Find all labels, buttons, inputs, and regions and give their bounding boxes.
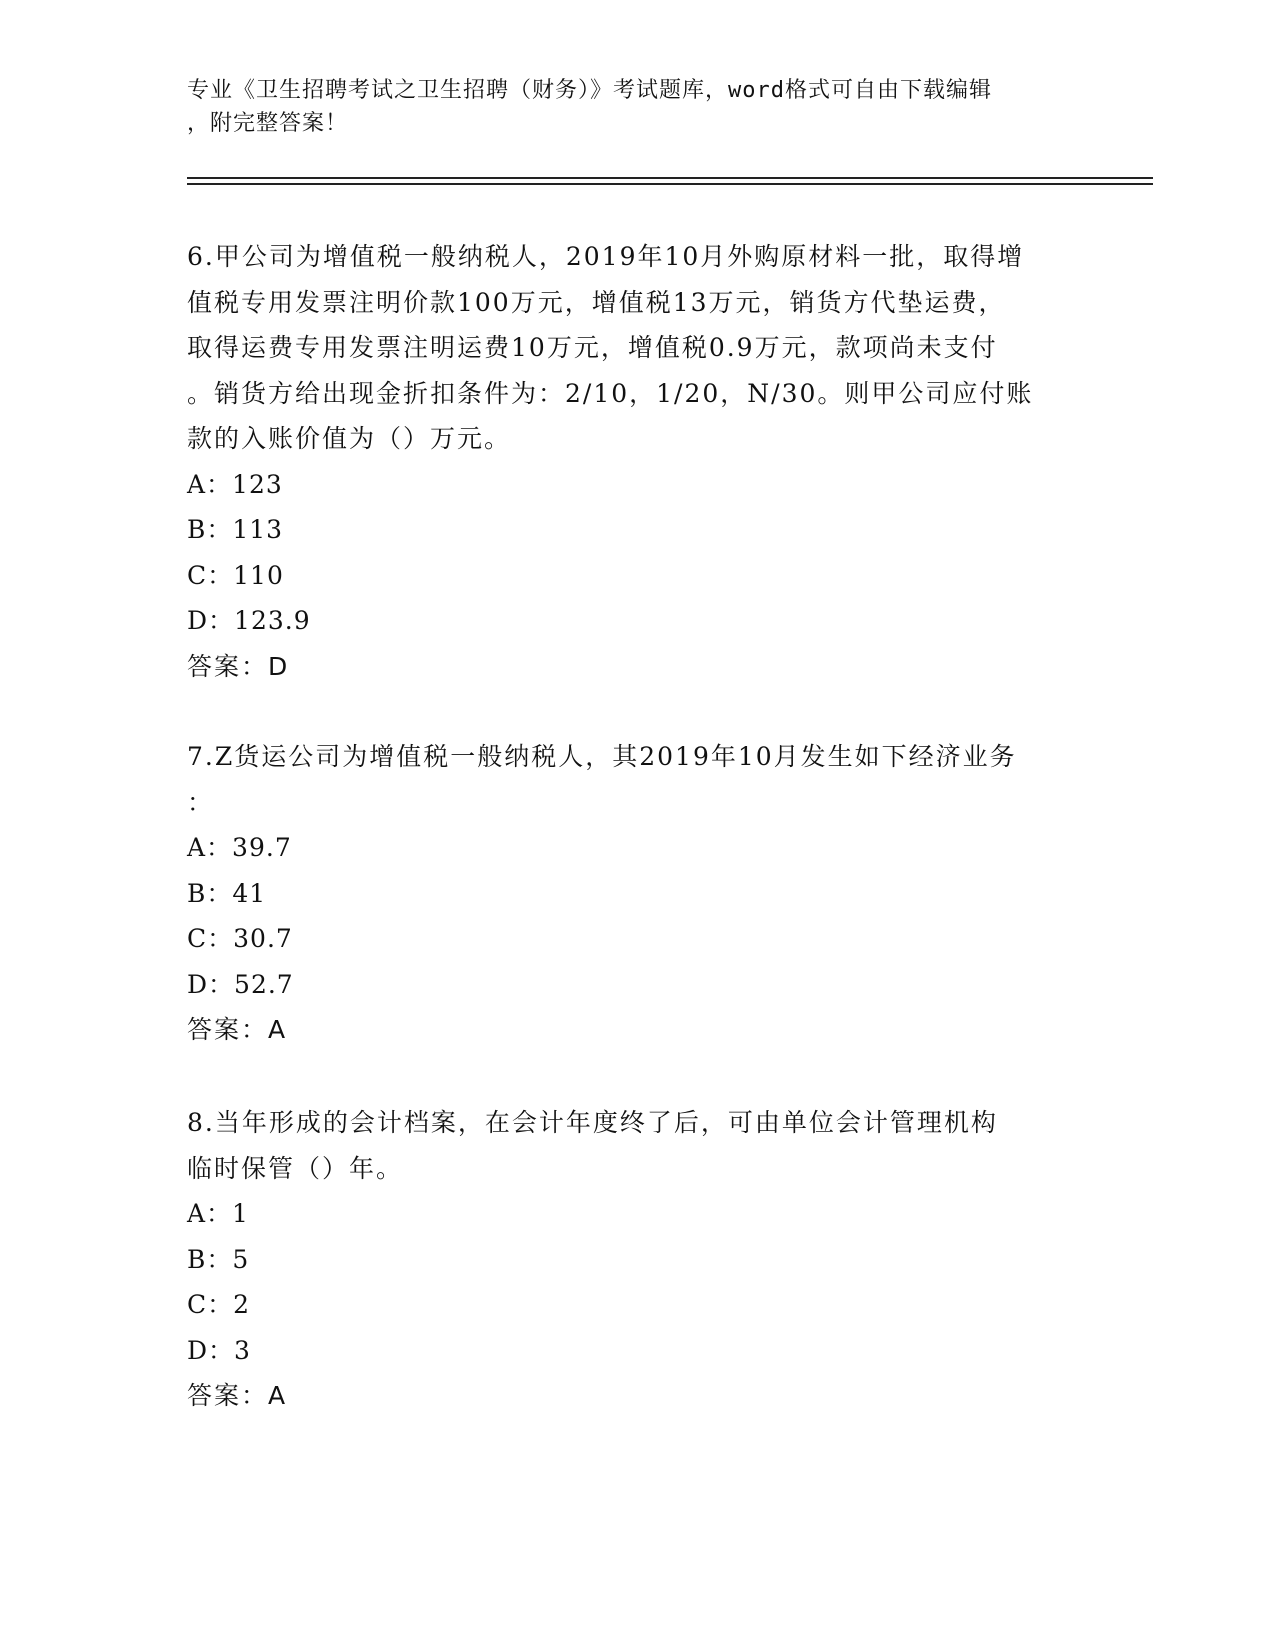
answer: 答案：A [187, 1015, 288, 1044]
option-c: C：30.7 [187, 924, 293, 953]
header-line-2: ，附完整答案！ [187, 111, 349, 136]
stem-line: ： [187, 787, 215, 817]
question-stem [187, 734, 1087, 825]
stem-line: 。销货方给出现金折扣条件为：2/10，1/20，N/30。则甲公司应付账 [187, 378, 1034, 408]
question-8 [187, 1100, 1087, 1419]
question-6 [187, 234, 1087, 689]
option-b: B：5 [187, 1244, 250, 1274]
stem-line: 款的入账价值为（）万元。 [187, 424, 512, 453]
stem-line: 临时保管（）年。 [187, 1153, 404, 1183]
stem-line: 8.当年形成的会计档案，在会计年度终了后，可由单位会计管理机构 [187, 1108, 998, 1137]
stem-line: 6.甲公司为增值税一般纳税人，2019年10月外购原材料一批，取得增 [187, 242, 1025, 271]
stem-line: 值税专用发票注明价款100万元，增值税13万元，销货方代垫运费， [187, 287, 1006, 317]
option-b: B：41 [187, 878, 267, 908]
question-stem [187, 1100, 1087, 1191]
option-a: A：1 [187, 1199, 249, 1228]
option-c: C：2 [187, 1290, 251, 1319]
option-a: A：123 [187, 469, 283, 499]
answer: 答案：D [187, 651, 290, 681]
option-d: D：52.7 [187, 969, 294, 999]
header-divider-bottom [187, 183, 1153, 185]
stem-line: 7.Z货运公司为增值税一般纳税人，其2019年10月发生如下经济业务 [187, 742, 1017, 771]
option-d: D：3 [187, 1335, 251, 1365]
option-a: A：39.7 [187, 833, 292, 862]
document-header [187, 74, 1067, 140]
header-divider-top [187, 177, 1153, 179]
stem-line: 取得运费专用发票注明运费10万元，增值税0.9万元，款项尚未支付 [187, 333, 998, 362]
answer: 答案：A [187, 1381, 288, 1410]
option-b: B：113 [187, 515, 284, 544]
question-stem [187, 234, 1087, 462]
question-7 [187, 734, 1087, 1053]
header-line-1: 专业《卫生招聘考试之卫生招聘（财务）》考试题库，word格式可自由下载编辑 [187, 78, 992, 103]
option-c: C：110 [187, 560, 284, 590]
option-d: D：123.9 [187, 606, 311, 635]
